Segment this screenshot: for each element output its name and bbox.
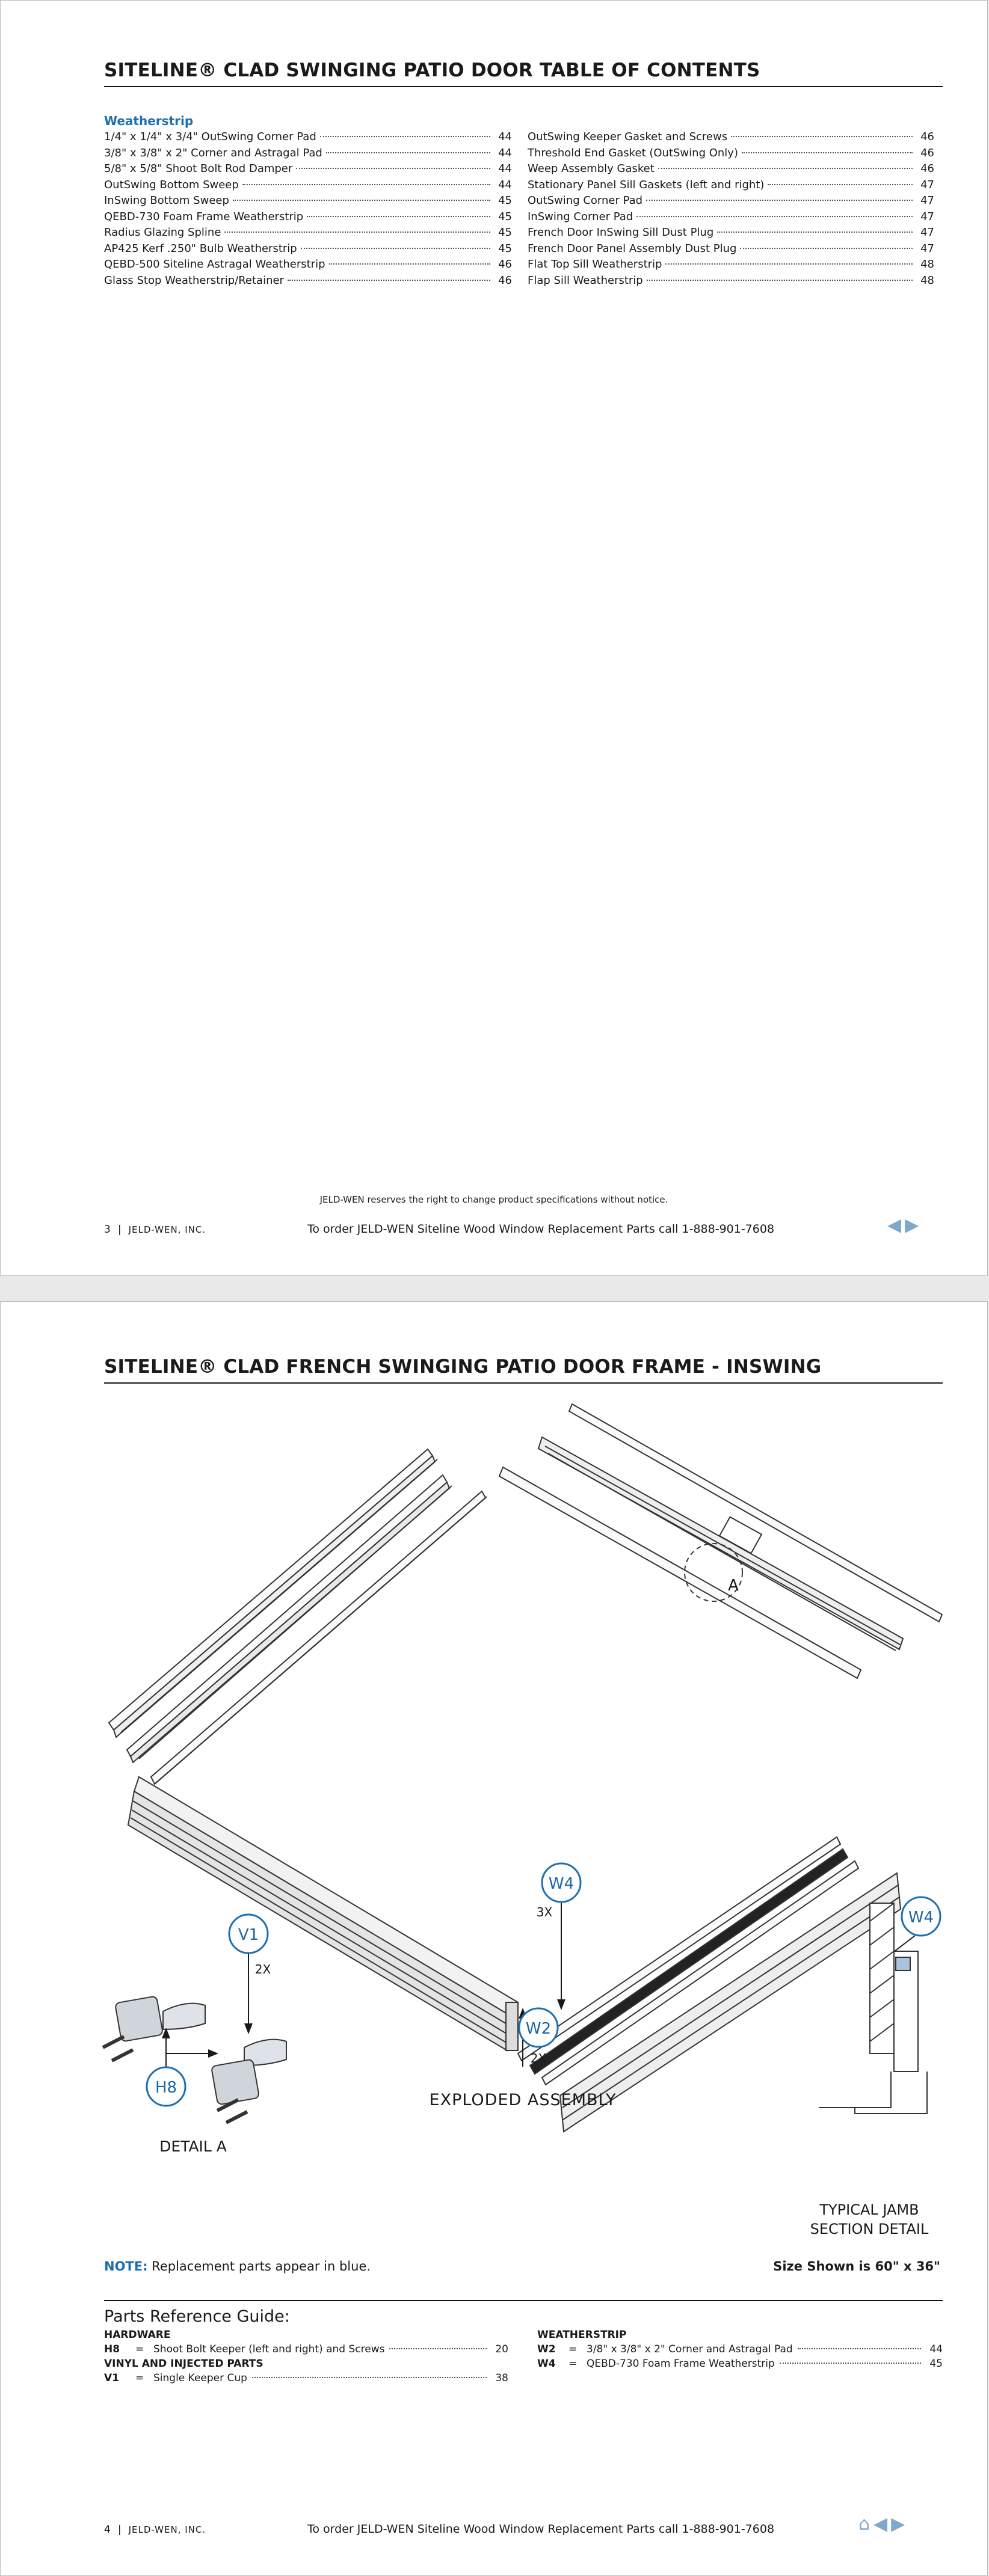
part-row[interactable]: H8 = Shoot Bolt Keeper (left and right) and Screws 20	[104, 2343, 508, 2355]
previous-page-icon[interactable]: ◀	[873, 2513, 888, 2535]
page-title: SITELINE® CLAD SWINGING PATIO DOOR TABLE OF CONTENTS	[104, 60, 943, 87]
page-nav	[887, 1216, 919, 1234]
toc-entry[interactable]: French Door InSwing Sill Dust Plug 47	[528, 226, 934, 239]
left-jamb-pieces	[109, 1449, 487, 1784]
weatherstrip-heading: WEATHERSTRIP	[537, 2329, 627, 2341]
footer-page-info: 3 | JELD-WEN, INC.	[104, 1224, 206, 1236]
w4-quantity: 3X	[536, 1905, 553, 1919]
toc-entry[interactable]: OutSwing Keeper Gasket and Screws 46	[528, 130, 934, 143]
page-number: 3	[104, 1224, 111, 1236]
detail-a-label: DETAIL A	[159, 2138, 227, 2155]
toc-entry[interactable]: 3/8" x 3/8" x 2" Corner and Astragal Pad 44	[104, 146, 512, 159]
size-shown: Size Shown is 60" x 36"	[773, 2259, 940, 2274]
head-pieces	[499, 1404, 942, 1678]
callout-w4-label: W4	[548, 1875, 575, 1893]
note-label: NOTE:	[104, 2259, 148, 2274]
toc-entry[interactable]: 5/8" x 5/8" Shoot Bolt Rod Damper 44	[104, 162, 512, 175]
parts-reference-title: Parts Reference Guide:	[104, 2300, 943, 2326]
page-nav	[858, 2515, 905, 2533]
toc-entry[interactable]: InSwing Corner Pad 47	[528, 210, 934, 223]
toc-entry[interactable]: Threshold End Gasket (OutSwing Only) 46	[528, 146, 934, 159]
v1-quantity: 2X	[254, 1962, 271, 1976]
company-name: JELD-WEN, INC.	[128, 1224, 206, 1235]
next-page-icon[interactable]: ▶	[905, 1215, 919, 1236]
page-title: SITELINE® CLAD FRENCH SWINGING PATIO DOOR FRAME - INSWING	[104, 1356, 943, 1384]
toc-entry[interactable]: Flap Sill Weatherstrip 48	[528, 274, 934, 287]
next-page-icon[interactable]: ▶	[891, 2513, 905, 2535]
toc-entry[interactable]: Radius Glazing Spline 45	[104, 226, 512, 239]
toc-right-column	[528, 129, 934, 289]
toc-left-column	[104, 129, 512, 289]
home-icon[interactable]: ⌂	[858, 2513, 870, 2535]
vinyl-heading: VINYL AND INJECTED PARTS	[104, 2358, 263, 2370]
detail-a-marker: A	[728, 1577, 739, 1595]
footer-page-info: 4 | JELD-WEN, INC.	[104, 2524, 206, 2536]
toc-entry[interactable]: InSwing Bottom Sweep 45	[104, 194, 512, 207]
toc-entry[interactable]: Weep Assembly Gasket 46	[528, 162, 934, 175]
toc-entry[interactable]: Flat Top Sill Weatherstrip 48	[528, 258, 934, 271]
jamb-detail-label-2: SECTION DETAIL	[810, 2221, 929, 2237]
toc-entry[interactable]: OutSwing Bottom Sweep 44	[104, 178, 512, 191]
part-row[interactable]: V1 = Single Keeper Cup 38	[104, 2372, 508, 2384]
disclaimer: JELD-WEN reserves the right to change product specifications without notice.	[319, 1194, 668, 1205]
previous-page-icon[interactable]: ◀	[887, 1215, 902, 1236]
toc-entry[interactable]: Glass Stop Weatherstrip/Retainer 46	[104, 274, 512, 287]
parts-guide-left	[104, 2328, 508, 2385]
part-row[interactable]: W2 = 3/8" x 3/8" x 2" Corner and Astragal Pad 44	[537, 2343, 943, 2355]
w2-quantity: 2X	[530, 2051, 547, 2065]
exploded-assembly-diagram	[1, 1302, 987, 2240]
part-row[interactable]: W4 = QEBD-730 Foam Frame Weatherstrip 45	[537, 2358, 943, 2370]
callout-w2-label: W2	[525, 2020, 552, 2038]
page-4	[0, 1301, 988, 2576]
exploded-assembly-label: EXPLODED ASSEMBLY	[429, 2091, 617, 2109]
callout-v1-label: V1	[238, 1926, 259, 1944]
parts-guide-right	[537, 2328, 943, 2371]
order-info: To order JELD-WEN Siteline Wood Window Replacement Parts call 1-888-901-7608	[307, 2522, 775, 2536]
toc-entry[interactable]: QEBD-730 Foam Frame Weatherstrip 45	[104, 210, 512, 223]
toc-entry[interactable]: QEBD-500 Siteline Astragal Weatherstrip 46	[104, 258, 512, 271]
detail-a-parts	[103, 1996, 286, 2123]
toc-entry[interactable]: French Door Panel Assembly Dust Plug 47	[528, 242, 934, 255]
toc-section-heading: Weatherstrip	[104, 114, 194, 128]
order-info: To order JELD-WEN Siteline Wood Window Replacement Parts call 1-888-901-7608	[307, 1222, 775, 1236]
jamb-detail-label-1: TYPICAL JAMB	[819, 2201, 919, 2218]
toc-entry[interactable]: OutSwing Corner Pad 47	[528, 194, 934, 207]
hardware-heading: HARDWARE	[104, 2329, 171, 2341]
callout-w4-jamb-label: W4	[908, 1909, 934, 1927]
page-number: 4	[104, 2524, 111, 2536]
page-3	[0, 0, 988, 1276]
company-name: JELD-WEN, INC.	[128, 2524, 206, 2535]
toc-entry[interactable]: Stationary Panel Sill Gaskets (left and right) 47	[528, 178, 934, 191]
toc-entry[interactable]: 1/4" x 1/4" x 3/4" OutSwing Corner Pad 44	[104, 130, 512, 143]
replacement-note	[104, 2259, 371, 2274]
callout-h8-label: H8	[155, 2079, 177, 2097]
toc-entry[interactable]: AP425 Kerf .250" Bulb Weatherstrip 45	[104, 242, 512, 255]
note-text: Replacement parts appear in blue.	[147, 2259, 371, 2274]
